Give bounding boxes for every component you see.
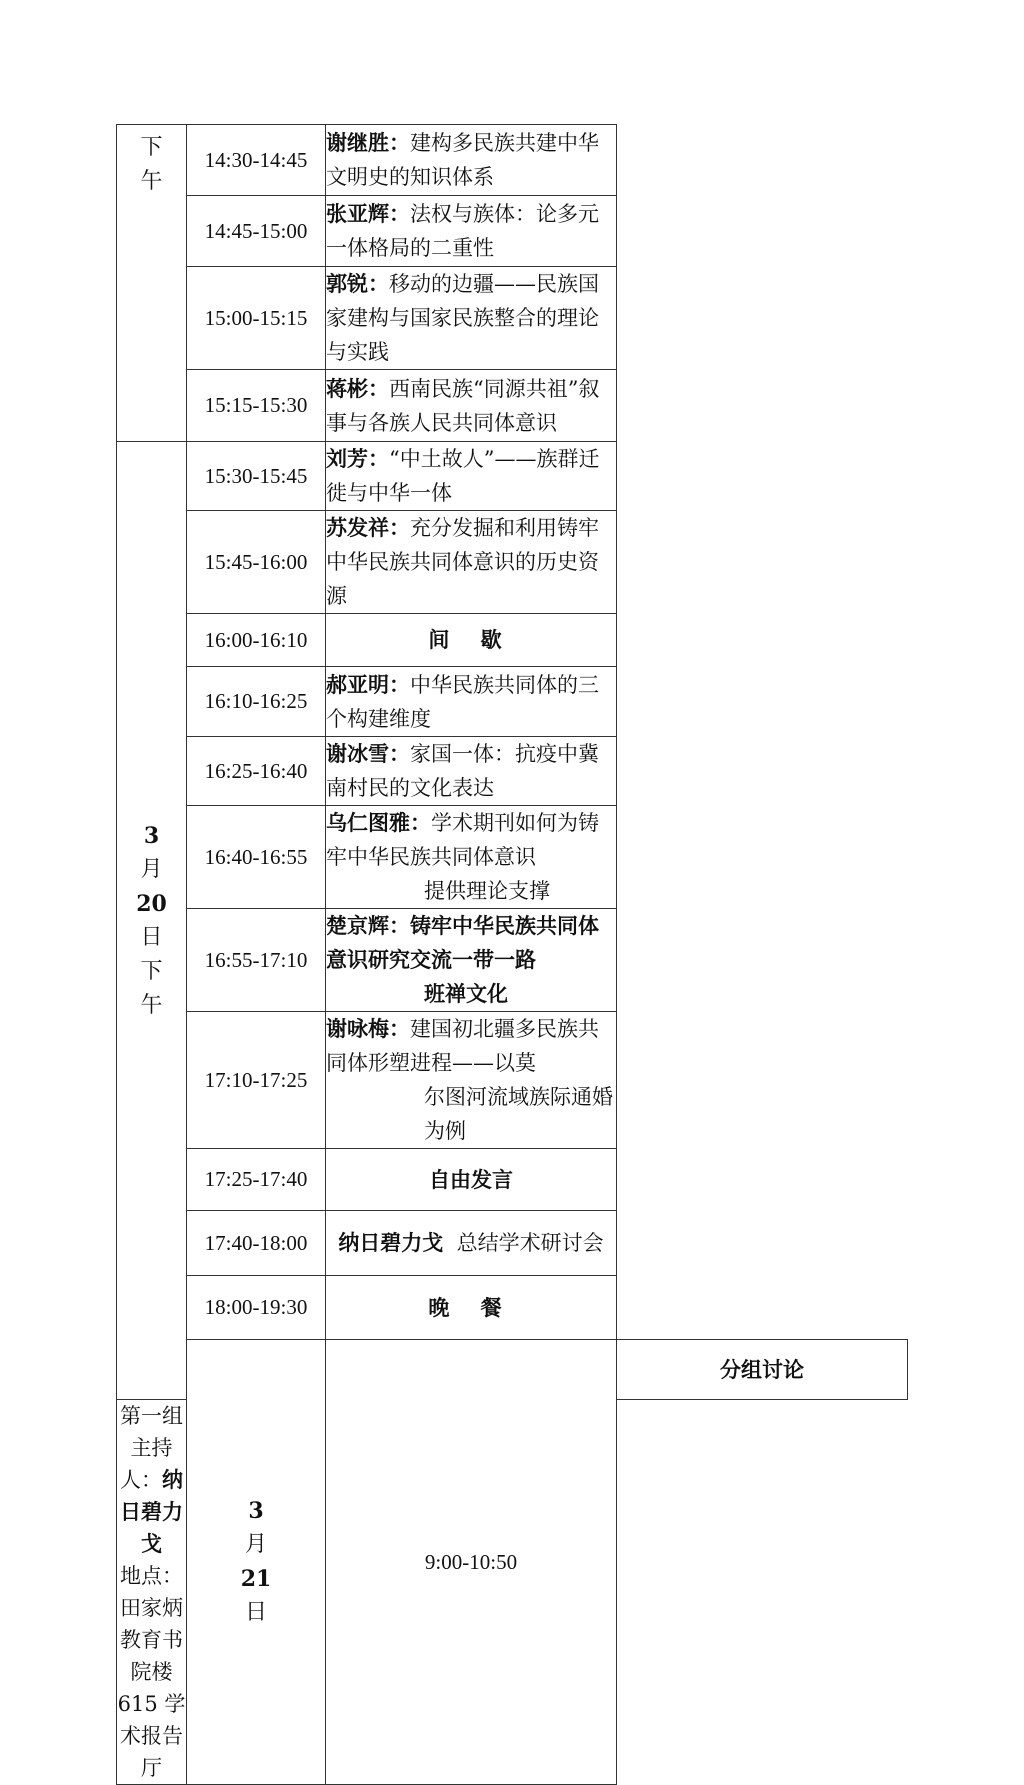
speaker-name: 刘芳 [326,446,368,471]
day-cell-afternoon: 下 午 [117,125,187,442]
time-cell: 18:00-19:30 [187,1276,326,1340]
time-cell: 14:30-14:45 [187,125,326,196]
time-cell: 16:10-16:25 [187,667,326,737]
table-row [117,909,908,1012]
talk-title: 充分发掘和利用铸牢中华民族共同体意识的历史资源 [326,516,599,608]
time-cell: 17:10-17:25 [187,1012,326,1149]
table-row [117,1211,908,1276]
talk-title: “中土故人”——族群迁徙与中华一体 [326,447,600,505]
talk-title: 铸牢中华民族共同体意识研究交流一带一路 [326,913,599,972]
table-row [117,125,908,196]
group-discussion-heading: 分组讨论 [617,1340,908,1400]
talk-title: 建构多民族共建中华文明史的知识体系 [326,131,599,189]
table-row [117,511,908,614]
talk-cell: 楚京辉：铸牢中华民族共同体意识研究交流一带一路 班禅文化 [326,909,617,1012]
time-cell: 16:55-17:10 [187,909,326,1012]
time-cell: 16:40-16:55 [187,806,326,909]
table-row [117,614,908,667]
location-line: 地点：田家炳教育书院楼 615 学术报告厅 [117,1564,186,1780]
host-name: 纳日碧力戈 [120,1467,183,1556]
talk-title-cont: 提供理论支撑 [424,879,550,903]
table-row [117,737,908,806]
talk-cell: 乌仁图雅：学术期刊如何为铸牢中华民族共同体意识 提供理论支撑 [326,806,617,909]
talk-title: 家国一体：抗疫中冀南村民的文化表达 [326,742,599,800]
table-row [117,370,908,442]
time-cell: 15:00-15:15 [187,267,326,370]
table-row [117,667,908,737]
table-row [117,196,908,267]
talk-title: 建国初北疆多民族共同体形塑进程——以莫 [326,1017,599,1075]
group-info-cell [117,1400,187,1785]
table-row [117,442,908,511]
schedule-page [116,124,908,1785]
talk-cell: 郭锐：移动的边疆——民族国家建构与国家民族整合的理论与实践 [326,267,617,370]
time-cell: 17:25-17:40 [187,1149,326,1211]
speaker-name: 谢继胜 [326,130,389,155]
speaker-name: 乌仁图雅 [326,810,410,835]
speaker-name: 张亚辉 [326,201,389,226]
speaker-name: 郭锐 [326,271,368,296]
talk-cell: 郝亚明：中华民族共同体的三个构建维度 [326,667,617,737]
time-cell: 14:45-15:00 [187,196,326,267]
time-cell: 16:25-16:40 [187,737,326,806]
talk-cell: 谢冰雪：家国一体：抗疫中冀南村民的文化表达 [326,737,617,806]
talk-cell: 苏发祥：充分发掘和利用铸牢中华民族共同体意识的历史资源 [326,511,617,614]
speaker-name: 楚京辉 [326,913,389,938]
talk-title: 学术期刊如何为铸牢中华民族共同体意识 [326,811,599,869]
talk-title: 中华民族共同体的三个构建维度 [326,672,599,731]
talk-title: 移动的边疆——民族国家建构与国家民族整合的理论与实践 [326,272,599,364]
dinner-label: 晚 餐 [326,1276,617,1340]
talk-title: 总结学术研讨会 [456,1231,604,1255]
time-cell: 15:15-15:30 [187,370,326,442]
talk-cell: 刘芳：“中土故人”——族群迁徙与中华一体 [326,442,617,511]
day-cell-mar21: 3 月 21 日 [187,1340,326,1785]
table-row [117,267,908,370]
time-cell: 15:30-15:45 [187,442,326,511]
schedule-table [116,124,908,1785]
talk-cell: 谢咏梅：建国初北疆多民族共同体形塑进程——以莫 尔图河流域族际通婚为例 [326,1012,617,1149]
talk-cell: 谢继胜：建构多民族共建中华文明史的知识体系 [326,125,617,196]
table-row [117,1340,908,1400]
time-cell: 9:00-10:50 [326,1340,617,1785]
table-row [117,806,908,909]
break-label: 间 歇 [326,614,617,667]
time-cell: 15:45-16:00 [187,511,326,614]
day-cell-mar20-afternoon: 3 月 20 日 下 午 [117,442,187,1400]
speaker-name: 郝亚明 [326,671,389,697]
table-row [117,1012,908,1149]
speaker-name: 谢冰雪 [326,741,389,766]
speaker-name: 苏发祥 [326,515,389,540]
table-row [117,1149,908,1211]
table-row [117,1276,908,1340]
summary-cell [326,1211,617,1276]
speaker-name: 蒋彬 [326,375,368,401]
talk-title-cont: 尔图河流域族际通婚为例 [424,1085,613,1143]
speaker-name: 谢咏梅 [326,1016,389,1041]
time-cell: 17:40-18:00 [187,1211,326,1276]
talk-cell: 张亚辉：法权与族体：论多元一体格局的二重性 [326,196,617,267]
talk-title: 西南民族“同源共祖”叙事与各族人民共同体意识 [326,376,600,435]
talk-title-cont: 班禅文化 [424,981,508,1006]
talk-cell: 蒋彬：西南民族“同源共祖”叙事与各族人民共同体意识 [326,370,617,442]
speaker-name: 纳日碧力戈 [338,1230,444,1255]
talk-title: 法权与族体：论多元一体格局的二重性 [326,202,599,260]
free-talk-label: 自由发言 [326,1149,617,1211]
host-line: 第一组主持人：纳日碧力戈 [120,1404,183,1556]
time-cell: 16:00-16:10 [187,614,326,667]
